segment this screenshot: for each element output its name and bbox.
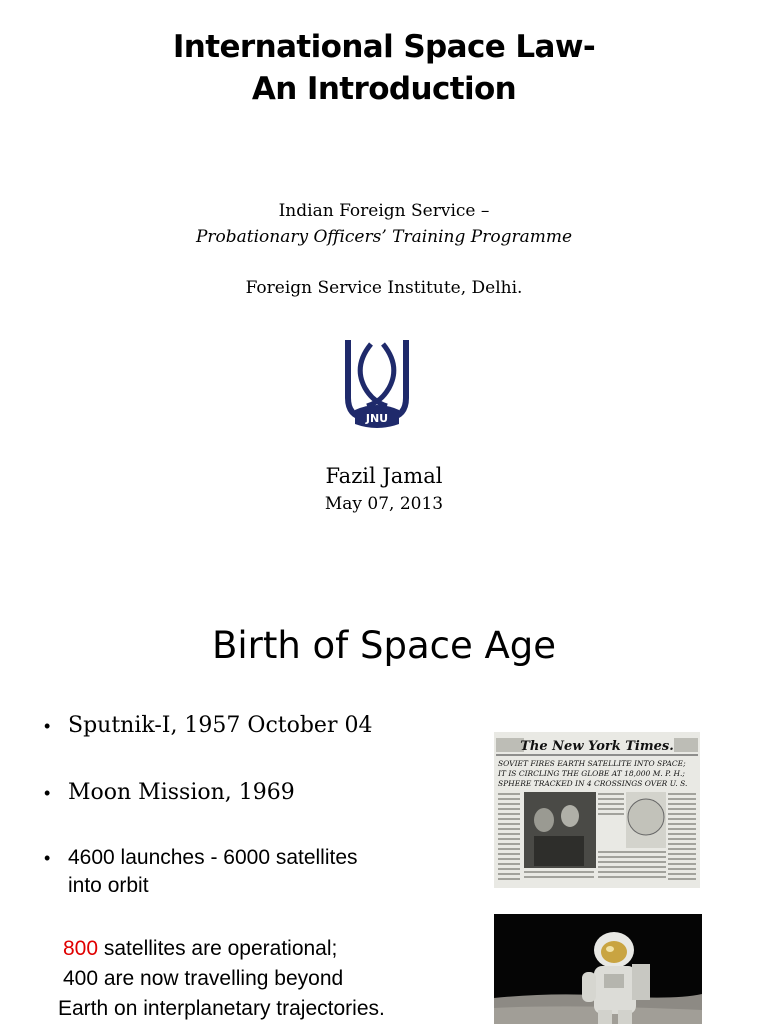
bullet-dot-icon: • [44,783,51,803]
org-line-2: Probationary Officers’ Training Programme [195,227,573,247]
org-line-1: Indian Foreign Service – [278,201,490,221]
bullet-text: Moon Mission, 1969 [68,780,295,805]
bullet-dot-icon: • [44,716,51,736]
content-slide [0,580,768,1024]
para-line-2: 400 are now travelling beyond [63,967,344,990]
bullet-item [44,844,358,900]
bullet-text: 4600 launches - 6000 satellites [68,846,358,869]
slide-title: Birth of Space Age [211,624,557,667]
newspaper-headline-3: SPHERE TRACKED IN 4 CROSSINGS OVER U. S. [498,779,688,788]
bullet-text-continuation: into orbit [68,874,149,897]
newspaper-headline-1: SOVIET FIRES EARTH SATELLITE INTO SPACE; [498,759,686,768]
para-line-3: Earth on interplanetary trajectories. [58,997,385,1020]
bullet-dot-icon: • [44,848,51,868]
astronaut-moon-image [494,914,702,1024]
highlight-number: 800 [63,937,99,960]
title-line-2: An Introduction [251,71,517,107]
slide-title [0,26,768,110]
bullet-text: Sputnik-I, 1957 October 04 [68,713,373,738]
presentation-date: May 07, 2013 [324,494,444,514]
para-text: satellites are operational; [98,937,338,960]
institute-name: Foreign Service Institute, Delhi. [245,278,523,298]
title-line-1: International Space Law- [172,29,596,65]
author-name: Fazil Jamal [325,464,443,488]
newspaper-headline-2: IT IS CIRCLING THE GLOBE AT 18,000 M. P. H.; [498,769,685,778]
bullet-item [44,779,295,807]
para-line-1 [63,934,337,964]
newspaper-masthead: The New York Times. [520,739,674,754]
jnu-logo [343,336,411,432]
logo-text: JNU [365,412,389,425]
newspaper-image [494,732,700,888]
bullet-item [44,712,372,740]
